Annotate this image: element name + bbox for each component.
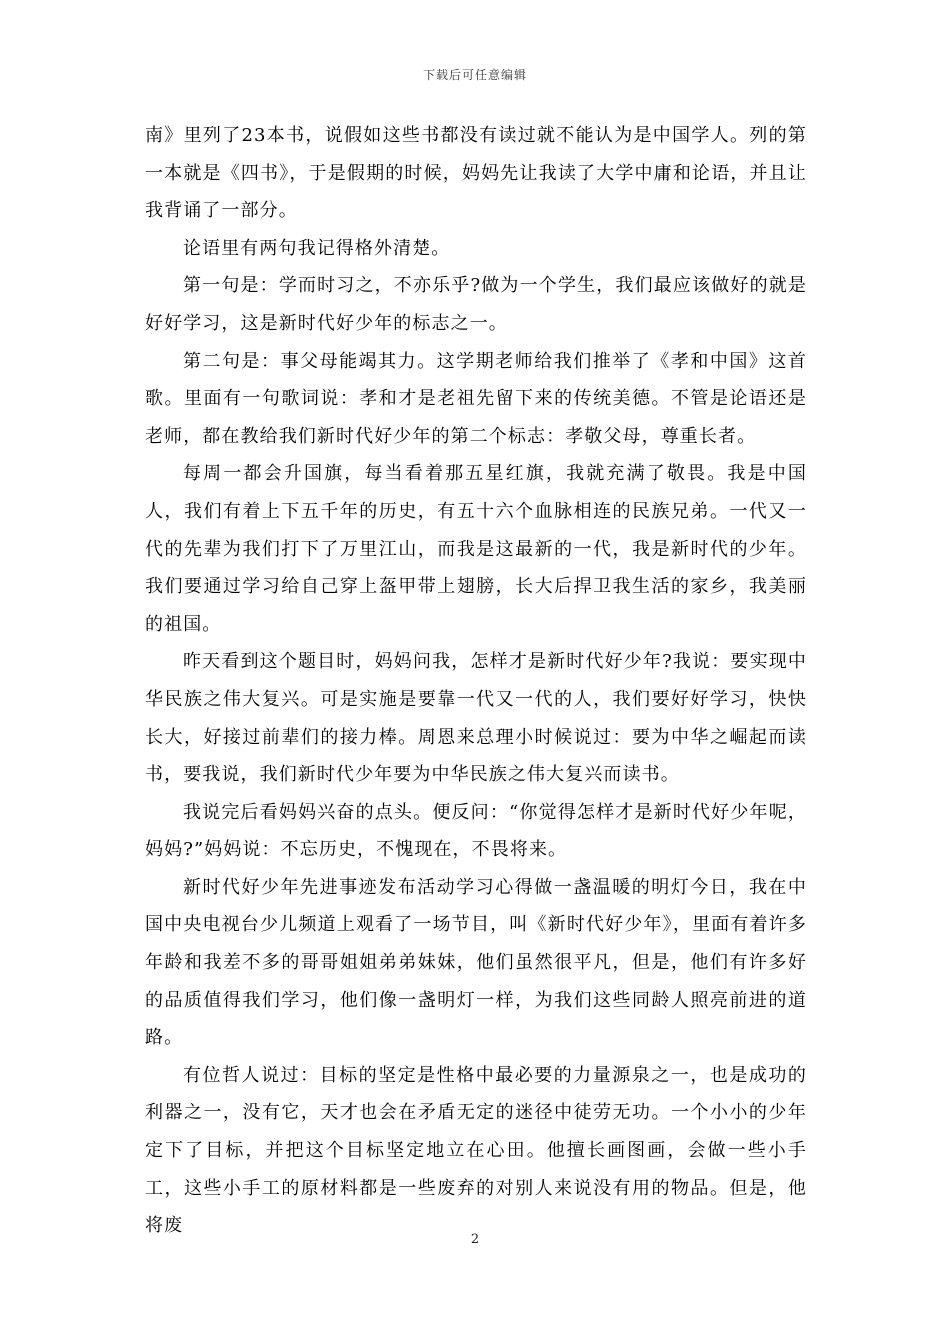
page-header: 下载后可任意编辑 bbox=[422, 68, 527, 82]
paragraph: 昨天看到这个题目时，妈妈问我，怎样才是新时代好少年?我说：要实现中华民族之伟大复兴。可是实施是要靠一代又一代的人，我们要好好学习，快快长大，好接过前辈们的接力棒。周恩来总理小时候说过：要为中华之崛起而读书，要我说，我们新时代少年要为中华民族之伟大复兴而读书。 bbox=[145, 651, 807, 786]
paragraph: 有位哲人说过：目标的坚定是性格中最必要的力量源泉之一，也是成功的利器之一，没有它，天才也会在矛盾无定的迷径中徒劳无功。一个小小的少年定下了目标，并把这个目标坚定地立在心田。他擅长画图画，会做一些小手工，这些小手工的原材料都是一些废弃的对别人来说没有用的物品。但是，他将废 bbox=[145, 1064, 807, 1237]
document-body bbox=[145, 117, 807, 1245]
paragraph: 第一句是：学而时习之，不亦乐乎?做为一个学生，我们最应该做好的就是好好学习，这是新时代好少年的标志之一。 bbox=[145, 275, 807, 334]
paragraph-continuation: 南》里列了23本书，说假如这些书都没有读过就不能认为是中国学人。列的第一本就是《四书》，于是假期的时候，妈妈先让我读了大学中庸和论语，并且让我背诵了一部分。 bbox=[145, 125, 807, 222]
paragraph: 我说完后看妈妈兴奋的点头。便反问：“你觉得怎样才是新时代好少年呢，妈妈?”妈妈说：不忘历史，不愧现在，不畏将来。 bbox=[145, 801, 807, 861]
paragraph: 论语里有两句我记得格外清楚。 bbox=[183, 237, 451, 259]
page-number: 2 bbox=[470, 1232, 480, 1247]
paragraph: 新时代好少年先进事迹发布活动学习心得做一盏温暖的明灯今日，我在中国中央电视台少儿频道上观看了一场节目，叫《新时代好少年》，里面有着许多年龄和我差不多的哥哥姐姐弟弟妹妹，他们虽然很平凡，但是，他们有许多好的品质值得我们学习，他们像一盏明灯一样，为我们这些同龄人照亮前进的道路。 bbox=[145, 876, 807, 1049]
paragraph: 第二句是：事父母能竭其力。这学期老师给我们推举了《孝和中国》这首歌。里面有一句歌词说：孝和才是老祖先留下来的传统美德。不管是论语还是老师，都在教给我们新时代好少年的第二个标志：孝敬父母，尊重长者。 bbox=[145, 350, 807, 447]
paragraph: 每周一都会升国旗，每当看着那五星红旗，我就充满了敬畏。我是中国人，我们有着上下五千年的历史，有五十六个血脉相连的民族兄弟。一代又一代的先辈为我们打下了万里江山，而我是这最新的一代，我是新时代的少年。我们要通过学习给自己穿上盔甲带上翅膀，长大后捍卫我生活的家乡，我美丽的祖国。 bbox=[145, 463, 807, 635]
